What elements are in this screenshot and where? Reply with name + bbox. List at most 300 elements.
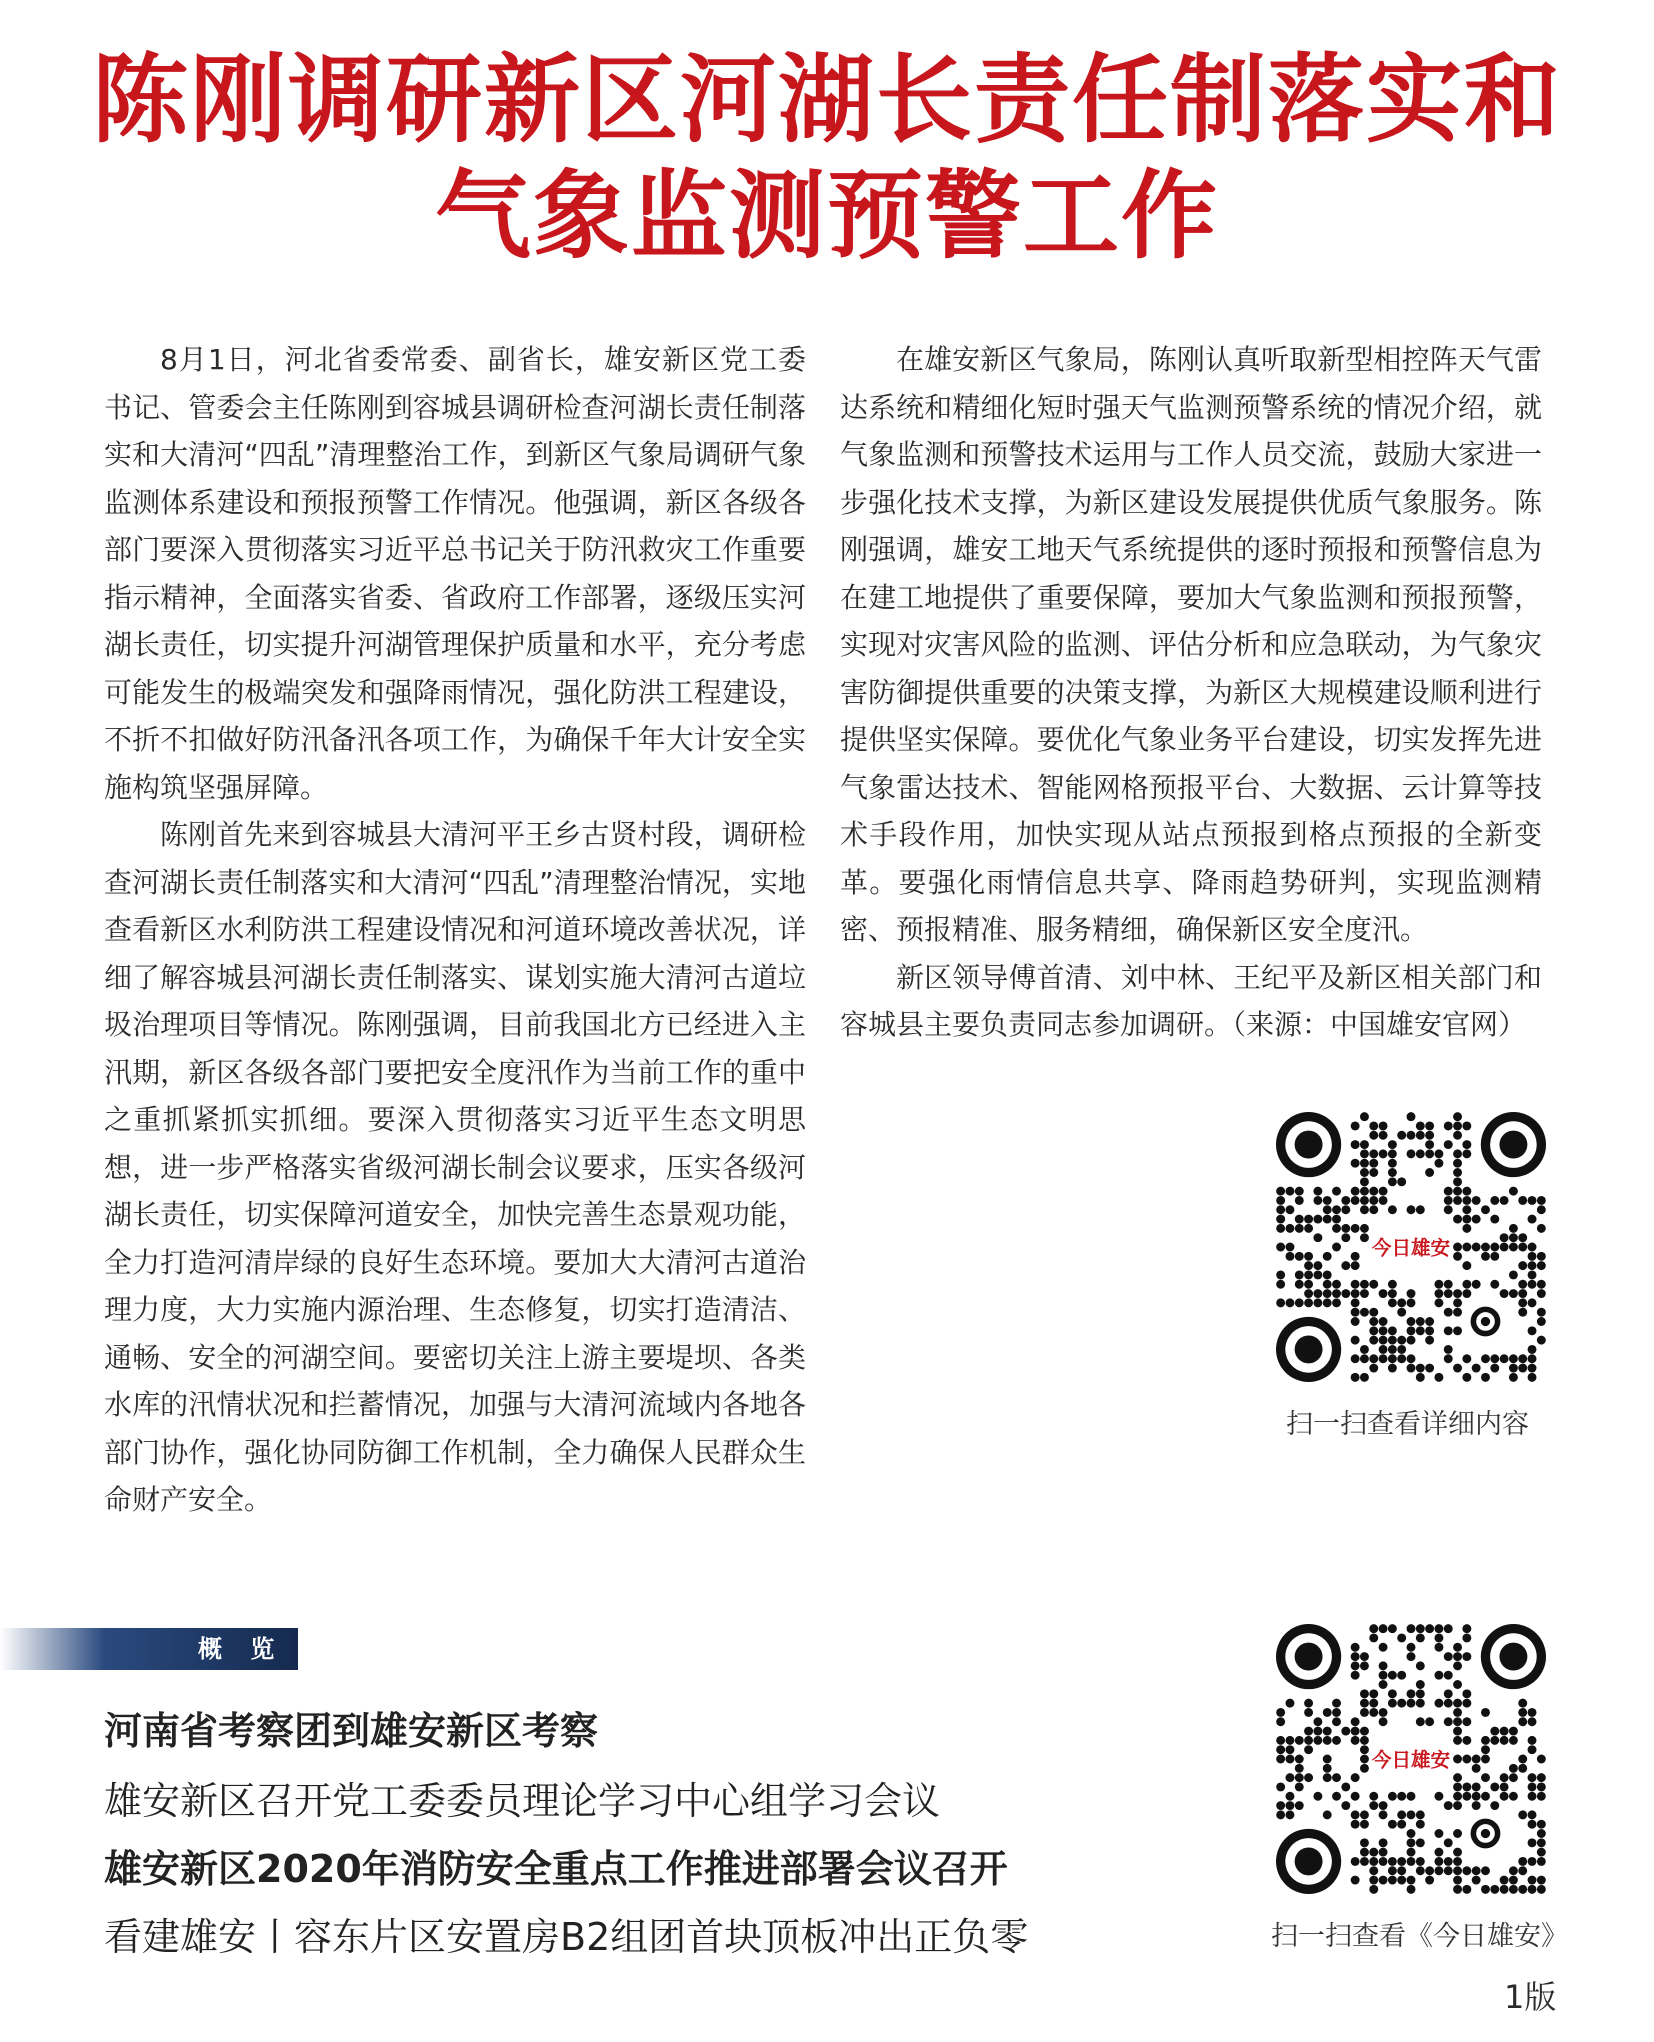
qr-module	[1537, 1261, 1546, 1270]
qr-module	[1509, 1354, 1518, 1363]
qr-module	[1397, 1633, 1406, 1642]
qr-module	[1528, 1280, 1537, 1289]
overview-item[interactable]: 雄安新区召开党工委委员理论学习中心组学习会议	[104, 1779, 941, 1823]
qr-module	[1304, 1224, 1313, 1233]
qr-module	[1407, 1792, 1416, 1801]
qr-module	[1518, 1233, 1527, 1242]
qr-module	[1360, 1308, 1369, 1317]
qr-code-newspaper[interactable]	[1276, 1624, 1546, 1894]
qr-module	[1407, 1829, 1416, 1838]
qr-module	[1425, 1131, 1434, 1140]
qr-module	[1295, 1298, 1304, 1307]
qr-module	[1360, 1289, 1369, 1298]
qr-module	[1528, 1261, 1537, 1270]
qr-module	[1313, 1270, 1322, 1279]
qr-module	[1332, 1298, 1341, 1307]
qr-module	[1323, 1727, 1332, 1736]
qr-module	[1500, 1289, 1509, 1298]
qr-module	[1369, 1308, 1378, 1317]
qr-module	[1313, 1792, 1322, 1801]
qr-module	[1360, 1727, 1369, 1736]
qr-module	[1360, 1661, 1369, 1670]
qr-module	[1453, 1876, 1462, 1885]
qr-module	[1351, 1252, 1360, 1261]
qr-module	[1360, 1140, 1369, 1149]
qr-module	[1537, 1782, 1546, 1791]
qr-module	[1379, 1187, 1388, 1196]
qr-module	[1416, 1633, 1425, 1642]
qr-module	[1528, 1792, 1537, 1801]
qr-module	[1379, 1717, 1388, 1726]
qr-module	[1379, 1624, 1388, 1633]
qr-module	[1453, 1708, 1462, 1717]
qr-module	[1369, 1336, 1378, 1345]
overview-item[interactable]: 雄安新区2020年消防安全重点工作推进部署会议召开	[104, 1847, 1008, 1891]
qr-module	[1453, 1792, 1462, 1801]
qr-module	[1518, 1866, 1527, 1875]
qr-module	[1407, 1699, 1416, 1708]
qr-module	[1341, 1261, 1350, 1270]
qr-module	[1360, 1810, 1369, 1819]
qr-module	[1444, 1699, 1453, 1708]
qr-module	[1462, 1187, 1471, 1196]
qr-module	[1425, 1336, 1434, 1345]
qr-module	[1360, 1149, 1369, 1158]
qr-module	[1360, 1168, 1369, 1177]
qr-module	[1453, 1848, 1462, 1857]
qr-module	[1434, 1866, 1443, 1875]
page-number: 1版	[1504, 1978, 1557, 2016]
qr-module	[1341, 1224, 1350, 1233]
qr-module	[1407, 1838, 1416, 1847]
qr-module	[1490, 1364, 1499, 1373]
qr-module	[1500, 1885, 1509, 1894]
qr-module	[1351, 1652, 1360, 1661]
qr-module	[1518, 1298, 1527, 1307]
qr-module	[1425, 1624, 1434, 1633]
qr-module	[1323, 1289, 1332, 1298]
qr-module	[1518, 1289, 1527, 1298]
qr-module	[1537, 1773, 1546, 1782]
qr-module	[1472, 1280, 1481, 1289]
qr-module	[1332, 1224, 1341, 1233]
qr-module	[1528, 1838, 1537, 1847]
qr-module	[1453, 1643, 1462, 1652]
qr-module	[1285, 1187, 1294, 1196]
qr-module	[1453, 1866, 1462, 1875]
overview-item[interactable]: 看建雄安丨容东片区安置房B2组团首块顶板冲出正负零	[104, 1915, 1029, 1959]
qr-module	[1379, 1708, 1388, 1717]
qr-module	[1285, 1252, 1294, 1261]
qr-module	[1379, 1838, 1388, 1847]
qr-module	[1276, 1708, 1285, 1717]
qr-module	[1360, 1652, 1369, 1661]
qr-module	[1369, 1317, 1378, 1326]
qr-module	[1528, 1373, 1537, 1382]
qr-module	[1388, 1792, 1397, 1801]
qr-module	[1453, 1680, 1462, 1689]
qr-module	[1407, 1112, 1416, 1121]
article-right-column	[840, 336, 1542, 1049]
qr-module	[1407, 1326, 1416, 1335]
qr-module	[1462, 1792, 1471, 1801]
qr-module	[1444, 1624, 1453, 1633]
qr-module	[1416, 1857, 1425, 1866]
qr-module	[1351, 1857, 1360, 1866]
qr-module	[1323, 1810, 1332, 1819]
qr-module	[1453, 1652, 1462, 1661]
qr-module	[1425, 1876, 1434, 1885]
qr-module	[1351, 1792, 1360, 1801]
qr-module	[1369, 1876, 1378, 1885]
qr-module	[1369, 1848, 1378, 1857]
qr-module	[1360, 1224, 1369, 1233]
qr-module	[1397, 1792, 1406, 1801]
qr-module	[1481, 1745, 1490, 1754]
qr-module	[1453, 1196, 1462, 1205]
qr-module	[1332, 1773, 1341, 1782]
qr-module	[1434, 1829, 1443, 1838]
qr-module	[1351, 1140, 1360, 1149]
qr-module	[1518, 1364, 1527, 1373]
qr-module	[1462, 1624, 1471, 1633]
qr-module	[1462, 1289, 1471, 1298]
qr-module	[1528, 1252, 1537, 1261]
qr-module	[1407, 1876, 1416, 1885]
qr-module	[1528, 1364, 1537, 1373]
qr-caption-newspaper: 扫一扫查看《今日雄安》	[1271, 1921, 1568, 1952]
qr-module	[1453, 1131, 1462, 1140]
qr-module	[1434, 1699, 1443, 1708]
qr-module	[1481, 1736, 1490, 1745]
qr-module	[1453, 1829, 1462, 1838]
qr-module	[1462, 1215, 1471, 1224]
qr-module	[1351, 1336, 1360, 1345]
qr-module	[1285, 1224, 1294, 1233]
qr-module	[1407, 1652, 1416, 1661]
qr-code-icon	[1276, 1624, 1546, 1894]
qr-module	[1388, 1159, 1397, 1168]
qr-module	[1360, 1159, 1369, 1168]
qr-module	[1379, 1121, 1388, 1130]
qr-module	[1379, 1289, 1388, 1298]
qr-module	[1509, 1792, 1518, 1801]
qr-module	[1481, 1708, 1490, 1717]
qr-module	[1528, 1857, 1537, 1866]
qr-module	[1453, 1243, 1462, 1252]
qr-module	[1509, 1233, 1518, 1242]
qr-module	[1509, 1289, 1518, 1298]
qr-module	[1351, 1671, 1360, 1680]
qr-module	[1397, 1820, 1406, 1829]
qr-module	[1453, 1773, 1462, 1782]
qr-module	[1388, 1140, 1397, 1149]
qr-module	[1397, 1131, 1406, 1140]
qr-module	[1537, 1317, 1546, 1326]
qr-module	[1416, 1838, 1425, 1847]
qr-module	[1472, 1764, 1481, 1773]
qr-module	[1276, 1196, 1285, 1205]
qr-module	[1369, 1708, 1378, 1717]
qr-module	[1360, 1205, 1369, 1214]
qr-module	[1379, 1876, 1388, 1885]
qr-module	[1462, 1140, 1471, 1149]
qr-module	[1472, 1364, 1481, 1373]
qr-module	[1388, 1624, 1397, 1633]
qr-module	[1453, 1755, 1462, 1764]
qr-module	[1444, 1652, 1453, 1661]
qr-module	[1453, 1661, 1462, 1670]
qr-module	[1509, 1364, 1518, 1373]
qr-module	[1351, 1187, 1360, 1196]
qr-module	[1444, 1140, 1453, 1149]
qr-module	[1537, 1820, 1546, 1829]
qr-module	[1453, 1857, 1462, 1866]
qr-module	[1285, 1745, 1294, 1754]
qr-module	[1509, 1373, 1518, 1382]
qr-module	[1434, 1289, 1443, 1298]
qr-module	[1332, 1736, 1341, 1745]
qr-module	[1369, 1885, 1378, 1894]
qr-module	[1369, 1801, 1378, 1810]
qr-module	[1276, 1801, 1285, 1810]
qr-module	[1388, 1689, 1397, 1698]
qr-module	[1528, 1820, 1537, 1829]
qr-module	[1453, 1736, 1462, 1745]
qr-module	[1379, 1857, 1388, 1866]
qr-module	[1369, 1326, 1378, 1335]
qr-module	[1295, 1224, 1304, 1233]
qr-module	[1528, 1885, 1537, 1894]
qr-module	[1518, 1764, 1527, 1773]
qr-module	[1360, 1764, 1369, 1773]
qr-module	[1462, 1689, 1471, 1698]
qr-module	[1369, 1168, 1378, 1177]
qr-module	[1416, 1810, 1425, 1819]
qr-module	[1379, 1317, 1388, 1326]
qr-module	[1369, 1205, 1378, 1214]
qr-module	[1397, 1298, 1406, 1307]
qr-module	[1434, 1857, 1443, 1866]
qr-module	[1369, 1149, 1378, 1158]
qr-module	[1332, 1280, 1341, 1289]
qr-module	[1360, 1838, 1369, 1847]
qr-module	[1379, 1131, 1388, 1140]
qr-module	[1360, 1280, 1369, 1289]
qr-module	[1407, 1317, 1416, 1326]
qr-module	[1481, 1205, 1490, 1214]
qr-code-detail[interactable]	[1276, 1112, 1546, 1382]
qr-module	[1416, 1326, 1425, 1335]
qr-module	[1360, 1745, 1369, 1754]
qr-module	[1397, 1336, 1406, 1345]
qr-module	[1332, 1187, 1341, 1196]
qr-module	[1472, 1215, 1481, 1224]
qr-module	[1462, 1280, 1471, 1289]
qr-module	[1490, 1196, 1499, 1205]
qr-module	[1518, 1261, 1527, 1270]
qr-module	[1434, 1298, 1443, 1307]
qr-module	[1509, 1243, 1518, 1252]
qr-module	[1434, 1373, 1443, 1382]
qr-module	[1360, 1196, 1369, 1205]
overview-item[interactable]: 河南省考察团到雄安新区考察	[104, 1709, 599, 1753]
qr-module	[1313, 1298, 1322, 1307]
qr-module	[1332, 1708, 1341, 1717]
qr-module	[1388, 1876, 1397, 1885]
qr-module	[1397, 1810, 1406, 1819]
qr-module	[1537, 1224, 1546, 1233]
qr-module	[1444, 1717, 1453, 1726]
qr-module	[1304, 1699, 1313, 1708]
qr-module	[1276, 1755, 1285, 1764]
qr-module	[1453, 1289, 1462, 1298]
qr-module	[1518, 1699, 1527, 1708]
qr-module	[1416, 1149, 1425, 1158]
qr-module	[1528, 1717, 1537, 1726]
qr-module	[1425, 1717, 1434, 1726]
qr-module	[1434, 1848, 1443, 1857]
qr-module	[1425, 1326, 1434, 1335]
qr-module	[1351, 1876, 1360, 1885]
qr-module	[1360, 1699, 1369, 1708]
qr-module	[1323, 1270, 1332, 1279]
qr-module	[1444, 1326, 1453, 1335]
qr-module	[1276, 1205, 1285, 1214]
qr-module	[1490, 1354, 1499, 1363]
qr-module	[1369, 1792, 1378, 1801]
qr-module	[1397, 1345, 1406, 1354]
qr-module	[1379, 1680, 1388, 1689]
qr-module	[1407, 1354, 1416, 1363]
qr-module	[1481, 1885, 1490, 1894]
qr-module	[1509, 1876, 1518, 1885]
qr-module	[1481, 1243, 1490, 1252]
qr-module	[1323, 1298, 1332, 1307]
qr-module	[1276, 1280, 1285, 1289]
article-paragraph: 陈刚首先来到容城县大清河平王乡古贤村段，调研检查河湖长责任制落实和大清河“四乱”清理整治情况，实地查看新区水利防洪工程建设情况和河道环境改善状况，详细了解容城县河湖长责任制落实、谋划实施大清河古道垃圾治理项目等情况。陈刚强调，目前我国北方已经进入主汛期，新区各级各部门要把安全度汛作为当前工作的重中之重抓紧抓实抓细。要深入贯彻落实习近平生态文明思想，进一步严格落实省级河湖长制会议要求，压实各级河湖长责任，切实保障河道安全，加快完善生态景观功能，全力打造河清岸绿的良好生态环境。要加大大清河古道治理力度，大力实施内源治理、生态修复，切实打造清洁、通畅、安全的河湖空间。要密切关注上游主要堤坝、各类水库的汛情状况和拦蓄情况，加强与大清河流域内各地各部门协作，强化协同防御工作机制，全力确保人民群众生命财产安全。	[104, 818, 806, 1516]
qr-module	[1537, 1829, 1546, 1838]
qr-module	[1537, 1857, 1546, 1866]
qr-module	[1379, 1848, 1388, 1857]
qr-module	[1434, 1671, 1443, 1680]
qr-module	[1518, 1755, 1527, 1764]
qr-module	[1351, 1261, 1360, 1270]
qr-module	[1360, 1689, 1369, 1698]
qr-module	[1304, 1261, 1313, 1270]
qr-module	[1528, 1243, 1537, 1252]
qr-module	[1500, 1773, 1509, 1782]
qr-module	[1500, 1782, 1509, 1791]
qr-module	[1341, 1782, 1350, 1791]
qr-module	[1462, 1699, 1471, 1708]
qr-module	[1407, 1689, 1416, 1698]
qr-module	[1444, 1308, 1453, 1317]
qr-module	[1453, 1121, 1462, 1130]
qr-module	[1323, 1252, 1332, 1261]
qr-module	[1416, 1624, 1425, 1633]
qr-module	[1323, 1196, 1332, 1205]
qr-logo-text: 今日雄安	[1371, 1748, 1451, 1772]
qr-module	[1369, 1699, 1378, 1708]
qr-module	[1323, 1280, 1332, 1289]
qr-module	[1313, 1196, 1322, 1205]
qr-module	[1509, 1764, 1518, 1773]
qr-module	[1323, 1773, 1332, 1782]
qr-module	[1416, 1717, 1425, 1726]
qr-module	[1425, 1866, 1434, 1875]
qr-module	[1304, 1252, 1313, 1261]
qr-module	[1537, 1308, 1546, 1317]
qr-module	[1462, 1149, 1471, 1158]
qr-module	[1528, 1326, 1537, 1335]
qr-module	[1388, 1364, 1397, 1373]
qr-module	[1360, 1187, 1369, 1196]
qr-module	[1444, 1801, 1453, 1810]
qr-module	[1462, 1866, 1471, 1875]
qr-module	[1462, 1782, 1471, 1791]
qr-module	[1444, 1187, 1453, 1196]
qr-code-icon	[1276, 1112, 1546, 1382]
qr-module	[1462, 1354, 1471, 1363]
qr-module	[1369, 1131, 1378, 1140]
qr-module	[1341, 1196, 1350, 1205]
qr-module	[1397, 1177, 1406, 1186]
qr-module	[1518, 1857, 1527, 1866]
qr-module	[1453, 1215, 1462, 1224]
qr-module	[1528, 1773, 1537, 1782]
qr-module	[1462, 1261, 1471, 1270]
qr-module	[1295, 1215, 1304, 1224]
qr-module	[1369, 1187, 1378, 1196]
qr-module	[1360, 1373, 1369, 1382]
qr-module	[1360, 1755, 1369, 1764]
qr-module	[1416, 1373, 1425, 1382]
qr-module	[1490, 1215, 1499, 1224]
qr-module	[1462, 1736, 1471, 1745]
qr-module	[1313, 1727, 1322, 1736]
qr-module	[1379, 1336, 1388, 1345]
qr-module	[1369, 1196, 1378, 1205]
qr-module	[1509, 1270, 1518, 1279]
qr-module	[1388, 1820, 1397, 1829]
qr-module	[1304, 1270, 1313, 1279]
qr-module	[1351, 1661, 1360, 1670]
qr-module	[1509, 1885, 1518, 1894]
qr-module	[1397, 1857, 1406, 1866]
qr-module	[1379, 1345, 1388, 1354]
qr-module	[1490, 1252, 1499, 1261]
qr-module	[1481, 1252, 1490, 1261]
qr-module	[1276, 1717, 1285, 1726]
qr-module	[1434, 1149, 1443, 1158]
qr-module	[1481, 1792, 1490, 1801]
qr-module	[1444, 1345, 1453, 1354]
qr-module	[1397, 1699, 1406, 1708]
qr-module	[1379, 1326, 1388, 1335]
article-paragraph: 新区领导傅首清、刘中林、王纪平及新区相关部门和容城县主要负责同志参加调研。（来源：中国雄安官网）	[840, 960, 1542, 1041]
qr-module	[1462, 1373, 1471, 1382]
qr-module	[1360, 1345, 1369, 1354]
qr-module	[1276, 1736, 1285, 1745]
qr-module	[1462, 1652, 1471, 1661]
qr-module	[1379, 1671, 1388, 1680]
qr-module	[1388, 1298, 1397, 1307]
qr-module	[1518, 1308, 1527, 1317]
qr-module	[1341, 1289, 1350, 1298]
qr-module	[1500, 1736, 1509, 1745]
qr-module	[1500, 1354, 1509, 1363]
